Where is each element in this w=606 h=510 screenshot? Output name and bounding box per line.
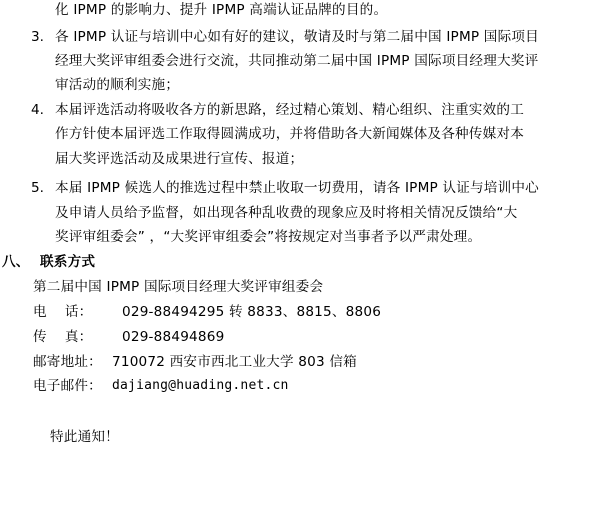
email-label: 电子邮件：: [33, 378, 102, 394]
item-5-line-3: 奖评审组委会” ，“大奖评审组委会”将按规定对当事者予以严肃处理。: [55, 229, 482, 245]
item-4-line-3: 届大奖评选活动及成果进行宣传、报道；: [55, 151, 304, 167]
section-8-title: 联系方式: [40, 254, 96, 270]
item-3-line-3: 审活动的顺利实施；: [55, 77, 180, 93]
item-5-line-1: 本届 IPMP 候选人的推选过程中禁止收取一切费用，请各 IPMP 认证与培训中心: [55, 180, 539, 196]
item-5-number: 5.: [31, 180, 44, 196]
contact-organization: 第二届中国 IPMP 国际项目经理大奖评审组委会: [33, 279, 324, 295]
item-3-line-2: 经理大奖评审组委会进行交流，共同推动第二届中国 IPMP 国际项目经理大奖评: [55, 53, 539, 69]
item-2-tail-line: 化 IPMP 的影响力、提升 IPMP 高端认证品牌的目的。: [55, 2, 388, 18]
fax-label: 传 真：: [33, 329, 93, 345]
item-4-line-2: 作方针使本届评选工作取得圆满成功，并将借助各大新闻媒体及各种传媒对本: [55, 126, 524, 142]
fax-value: 029-88494869: [122, 329, 225, 345]
item-5-line-2: 及申请人员给予监督，如出现各种乱收费的现象应及时将相关情况反馈给“大: [55, 205, 518, 221]
closing-notice: 特此通知！: [50, 429, 119, 445]
email-value[interactable]: dajiang@huading.net.cn: [112, 378, 289, 393]
address-value: 710072 西安市西北工业大学 803 信箱: [112, 354, 357, 370]
item-3-line-1: 各 IPMP 认证与培训中心如有好的建议，敬请及时与第二届中国 IPMP 国际项目: [55, 29, 539, 45]
section-8-number: 八、: [2, 254, 30, 270]
item-4-number: 4.: [31, 102, 44, 118]
phone-label: 电 话：: [33, 304, 93, 320]
item-3-number: 3.: [31, 29, 44, 45]
address-label: 邮寄地址：: [33, 354, 102, 370]
item-4-line-1: 本届评选活动将吸收各方的新思路，经过精心策划、精心组织、注重实效的工: [55, 102, 524, 118]
phone-value: 029-88494295 转 8833、8815、8806: [122, 304, 382, 320]
